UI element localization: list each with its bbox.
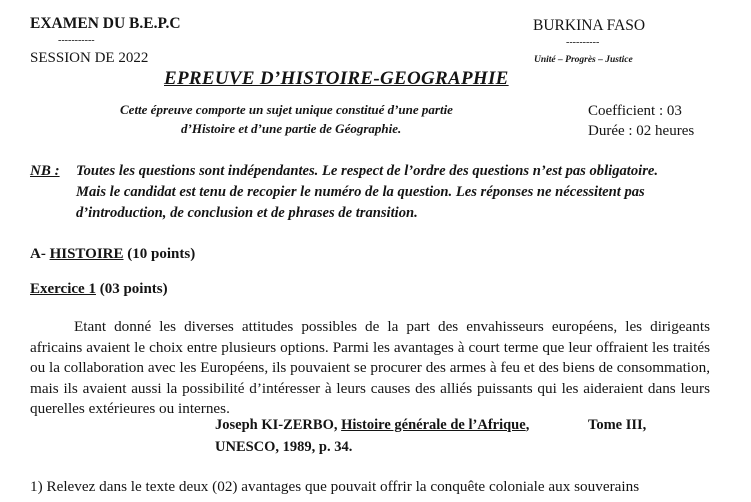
- source-work: Histoire générale de l’Afrique: [341, 417, 526, 433]
- passage-text: Etant donné les diverses attitudes possibles de la part des envahisseurs européens, les dirigeants africains avaient le choix entre plusieurs options. Parmi les avantages à court terme que leur offraient les traités ou la collaboration avec les Européens, ils pouvaient se procurer des armes à feu et des biens de consommation, mais ils avaient aussi la possibilité d’intéresser à leurs causes des alliés puissants qui les aideraient dans leurs querelles extérieures ou internes.: [30, 318, 710, 417]
- right-separator: ----------: [566, 37, 600, 48]
- coefficient: Coefficient : 03: [588, 103, 682, 119]
- note-label: NB :: [30, 163, 60, 179]
- section-points: (10 points): [123, 246, 196, 262]
- national-motto: Unité – Progrès – Justice: [534, 55, 633, 65]
- source-comma: ,: [525, 417, 530, 433]
- exam-title: EXAMEN DU B.E.P.C: [30, 15, 181, 32]
- note-line-3: d’introduction, de conclusion et de phrases de transition.: [76, 205, 418, 221]
- exercise-title: Exercice 1: [30, 281, 96, 297]
- left-separator: -----------: [58, 35, 95, 46]
- source-volume: Tome III,: [588, 417, 647, 433]
- question-1: 1) Relevez dans le texte deux (02) avantages que pouvait offrir la conquête coloniale aux souverains: [30, 478, 640, 495]
- duration: Durée : 02 heures: [588, 123, 695, 139]
- source-citation: [215, 417, 529, 434]
- exercise-heading: [30, 281, 168, 298]
- section-heading: [30, 246, 195, 263]
- description-line-2: d’Histoire et d’une partie de Géographie.: [181, 121, 402, 136]
- exercise-points: (03 points): [95, 281, 168, 297]
- section-title: HISTOIRE: [49, 246, 124, 262]
- description-line-1: Cette épreuve comporte un sujet unique constitué d’une partie: [120, 102, 453, 117]
- source-publisher: UNESCO, 1989, p. 34.: [215, 439, 353, 455]
- session-label: SESSION DE 2022: [30, 50, 149, 66]
- section-prefix: A-: [30, 246, 50, 262]
- note-line-2: Mais le candidat est tenu de recopier le numéro de la question. Les réponses ne nécessitent pas: [76, 184, 645, 200]
- paper-title: EPREUVE D’HISTOIRE-GEOGRAPHIE: [164, 68, 509, 89]
- note-line-1: Toutes les questions sont indépendantes. Le respect de l’ordre des questions n’est pas obligatoire.: [76, 163, 659, 179]
- source-author: Joseph KI-ZERBO,: [215, 417, 342, 433]
- country-name: BURKINA FASO: [533, 17, 646, 34]
